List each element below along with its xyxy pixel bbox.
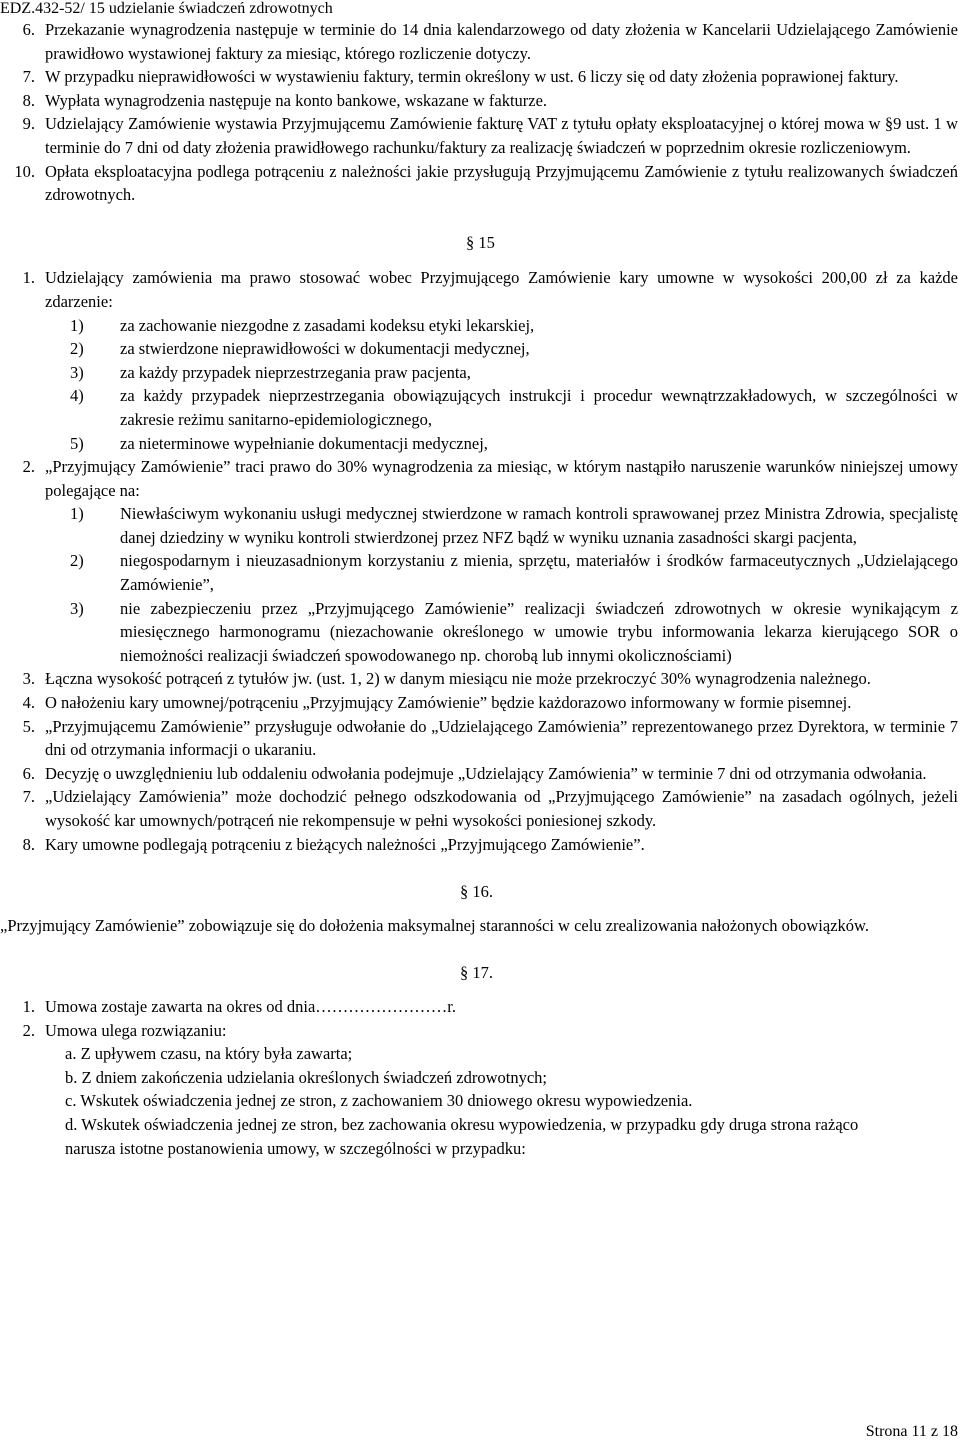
page-number: Strona 11 z 18 [865, 1423, 958, 1440]
sub-list-item: 4) za każdy przypadek nieprzestrzegania obowiązujących instrukcji i procedur wewnątrzzakładowych, w szczególności w zakresie reżimu sanitarno-epidemiologicznego, [70, 386, 958, 429]
list-item: 3. Łączna wysokość potrąceń z tytułów jw. (ust. 1, 2) w danym miesiącu nie może przekroczyć 30% wynagrodzenia należnego. [22, 669, 871, 689]
document-body [0, 18, 958, 1160]
list-item: 9. Udzielający Zamówienie wystawia Przyjmującemu Zamówienie fakturę VAT z tytułu opłaty eksploatacyjnej o której mowa w §9 ust. 1 w terminie do 7 dni od daty złożenia prawidłowego rachunku/faktury za realizację świadczeń w poprzednim okresie rozliczeniowym. [22, 114, 958, 157]
sub-list-item: 2) za stwierdzone nieprawidłowości w dokumentacji medycznej, [70, 339, 530, 359]
list-item: 2. „Przyjmujący Zamówienie” traci prawo do 30% wynagrodzenia za miesiąc, w którym nastąpiło naruszenie warunków niniejszej umowy polegające na: [22, 457, 958, 500]
page-header: EDZ.432-52/ 15 udzielanie świadczeń zdrowotnych [0, 0, 333, 17]
list-item: 1. Udzielający zamówienia ma prawo stosować wobec Przyjmującego Zamówienie kary umowne w wysokości 200,00 zł za każde zdarzenie: [22, 268, 958, 311]
sub-list-item: 1) Niewłaściwym wykonaniu usługi medycznej stwierdzone w ramach kontroli sprawowanej przez Ministra Zdrowia, specjalistę danej dziedziny w wyniku kontroli stwierdzonej przez NFZ bądź w wyniku uznania zasadności skargi pacjenta, [70, 504, 958, 547]
list-item: 6. Przekazanie wynagrodzenia następuje w terminie do 14 dnia kalendarzowego od daty złożenia w Kancelarii Udzielającego Zamówienie prawidłowo wystawionej faktury za miesiąc, którego rozliczenie dotyczy. [22, 20, 958, 63]
section-heading: § 16. [460, 882, 493, 902]
sub-list-item: 1) za zachowanie niezgodne z zasadami kodeksu etyki lekarskiej, [70, 315, 535, 335]
sub-list-item: 2) niegospodarnym i nieuzasadnionym korzystaniu z mienia, sprzętu, materiałów i środków farmaceutycznych „Udzielającego Zamówienie”, [70, 551, 958, 595]
list-item: 8. Kary umowne podlegają potrąceniu z bieżących należności „Przyjmującego Zamówienie”. [22, 834, 645, 854]
list-item: 8. Wypłata wynagrodzenia następuje na konto bankowe, wskazane w fakturze. [22, 90, 548, 110]
list-item: 7. W przypadku nieprawidłowości w wystawieniu faktury, termin określony w ust. 6 liczy się od daty złożenia poprawionej faktury. [22, 67, 899, 87]
letter-item: b. Z dniem zakończenia udzielania określonych świadczeń zdrowotnych; [65, 1067, 547, 1087]
letter-item: d. Wskutek oświadczenia jednej ze stron, bez zachowania okresu wypowiedzenia, w przypadku gdy druga strona rażąco narusza istotne postanowienia umowy, w szczególności w przypadku: [65, 1114, 859, 1158]
section-heading: § 15 [466, 232, 495, 252]
list-item: 2. Umowa ulega rozwiązaniu: [22, 1020, 227, 1040]
section-heading: § 17. [460, 963, 493, 983]
sub-list-item: 3) za każdy przypadek nieprzestrzegania praw pacjenta, [70, 362, 471, 382]
list-item: 4. O nałożeniu kary umownej/potrąceniu „Przyjmujący Zamówienie” będzie każdorazowo informowany w formie pisemnej. [22, 693, 852, 713]
list-item: 1. Umowa zostaje zawarta na okres od dnia……………………r. [22, 996, 457, 1016]
list-item: 7. „Udzielający Zamówienia” może dochodzić pełnego odszkodowania od „Przyjmującego Zamówienie” na zasadach ogólnych, jeżeli wysokość kar umownych/potrąceń nie rekompensuje w pełni wysokości poniesionej szkody. [22, 787, 958, 830]
list-item: 6. Decyzję o uwzględnieniu lub oddaleniu odwołania podejmuje „Udzielający Zamówienia” w terminie 7 dni od otrzymania odwołania. [22, 763, 927, 783]
sub-list-item: 3) nie zabezpieczeniu przez „Przyjmującego Zamówienie” realizacji świadczeń zdrowotnych w okresie wynikającym z miesięcznego harmonogramu (niezachowanie określonego w umowie trybu informowania lekarza kierującego SOR o niemożności realizacji świadczeń spowodowanego np. chorobą lub innymi okolicznościami) [70, 598, 958, 665]
list-item: 10. Opłata eksploatacyjna podlega potrąceniu z należności jakie przysługują Przyjmującemu Zamówienie z tytułu realizowanych świadczeń zdrowotnych. [14, 161, 958, 205]
letter-item: a. Z upływem czasu, na który była zawarta; [65, 1044, 353, 1064]
list-item: 5. „Przyjmującemu Zamówienie” przysługuje odwołanie do „Udzielającego Zamówienia” reprezentowanego przez Dyrektora, w terminie 7 dni od otrzymania informacji o ukaraniu. [22, 716, 958, 760]
paragraph: „Przyjmujący Zamówienie” zobowiązuje się do dołożenia maksymalnej staranności w celu zrealizowania nałożonych obowiązków. [0, 915, 869, 935]
sub-list-item: 5) za nieterminowe wypełnianie dokumentacji medycznej, [70, 433, 488, 453]
letter-item: c. Wskutek oświadczenia jednej ze stron, z zachowaniem 30 dniowego okresu wypowiedzenia. [65, 1091, 693, 1111]
